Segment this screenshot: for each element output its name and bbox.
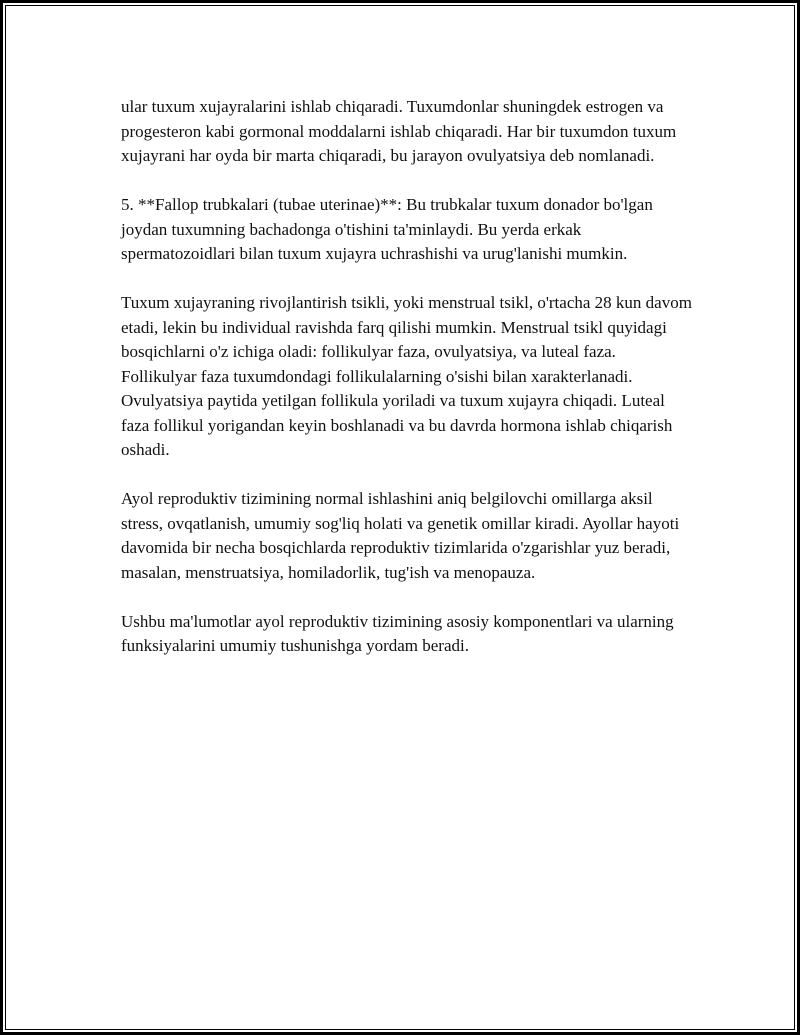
- document-body: [121, 95, 693, 683]
- paragraph-influencing-factors: Ayol reproduktiv tizimining normal ishlashini aniq belgilovchi omillarga aksil stress, ovqatlanish, umumiy sog'liq holati va genetik omillar kiradi. Ayollar hayoti davomida bir necha bosqichlarda reproduktiv tizimlarida o'zgarishlar yuz beradi, masalan, menstruatsiya, homiladorlik, tug'ish va menopauza.: [121, 489, 680, 582]
- paragraph-conclusion: Ushbu ma'lumotlar ayol reproduktiv tizimining asosiy komponentlari va ularning funksiyalarini umumiy tushunishga yordam beradi.: [121, 611, 674, 655]
- paragraph-fallopian-tubes: 5. **Fallop trubkalari (tubae uterinae)**: Bu trubkalar tuxum donador bo'lgan joydan tuxumning bachadonga o'tishini ta'minlaydi. Bu yerda erkak spermatozoidlari bilan tuxum xujayra uchrashishi va urug'lanishi mumkin.: [121, 195, 653, 263]
- paragraph-ovaries-continued: ular tuxum xujayralarini ishlab chiqaradi. Tuxumdonlar shuningdek estrogen va progesteron kabi gormonal moddalarni ishlab chiqaradi. Har bir tuxumdon tuxum xujayrani har oyda bir marta chiqaradi, bu jarayon ovulyatsiya deb nomlanadi.: [121, 97, 677, 165]
- paragraph-menstrual-cycle: Tuxum xujayraning rivojlantirish tsikli, yoki menstrual tsikl, o'rtacha 28 kun davom etadi, lekin bu individual ravishda farq qilishi mumkin. Menstrual tsikl quyidagi bosqichlarni o'z ichiga oladi: follikulyar faza, ovulyatsiya, va luteal faza. Follikulyar faza tuxumdondagi follikulalarning o'sishi bilan xarakterlanadi. Ovulyatsiya paytida yetilgan follikula yoriladi va tuxum xujayra chiqadi. Luteal faza follikul yorigandan keyin boshlanadi va bu davrda hormona ishlab chiqarish oshadi.: [121, 293, 692, 459]
